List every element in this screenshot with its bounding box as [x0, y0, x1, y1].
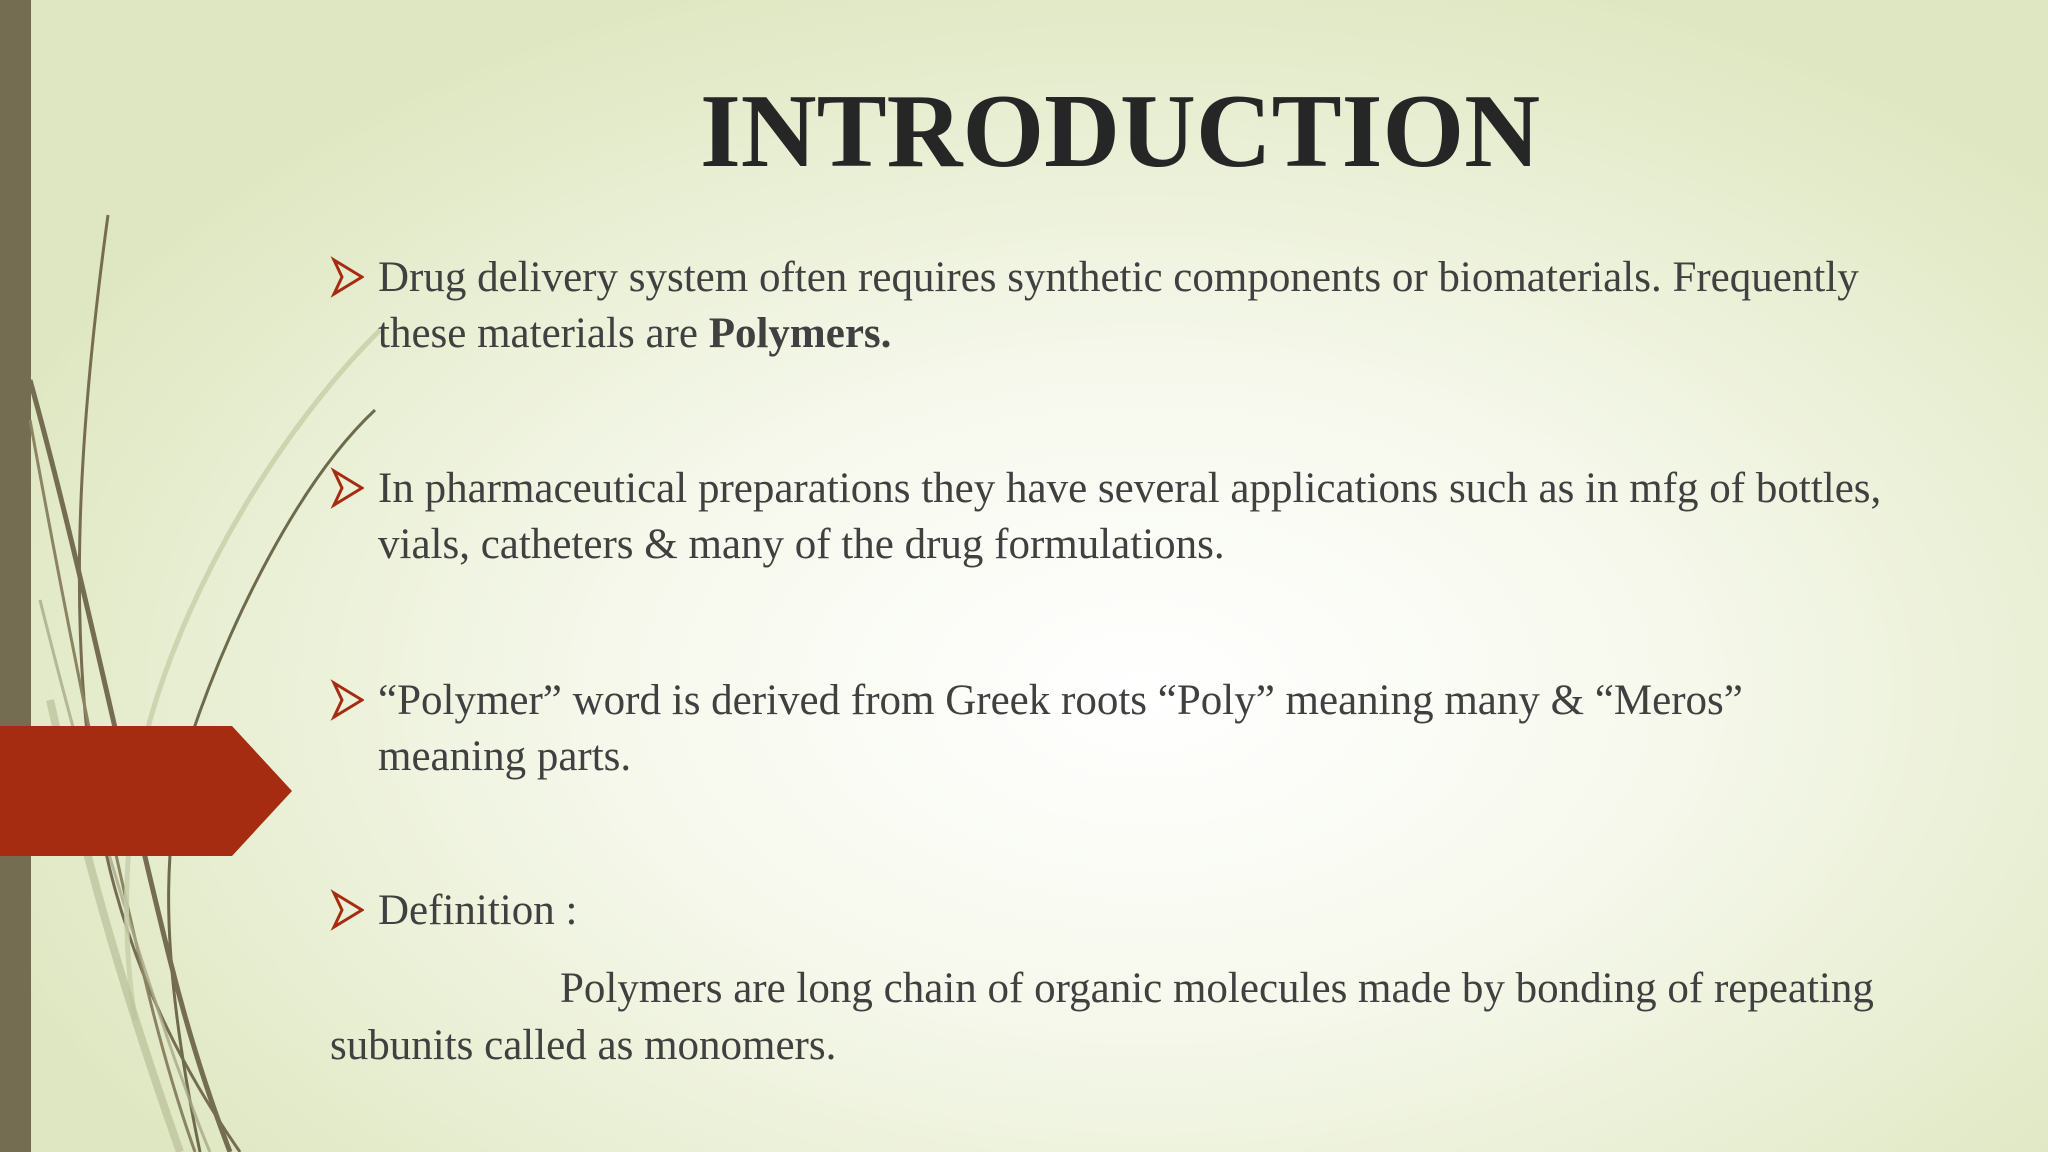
- arrow-bullet-icon: [330, 677, 364, 723]
- bullet-item-2: [330, 461, 1890, 573]
- arrow-bullet-icon: [330, 254, 364, 300]
- arrow-bullet-icon: [330, 465, 364, 511]
- bullet-text-3: “Polymer” word is derived from Greek roots “Poly” meaning many & “Meros” meaning parts.: [378, 677, 1743, 780]
- bullet-item-1: [330, 250, 1890, 362]
- bullet-item-4: [330, 883, 1890, 939]
- arrow-bullet-icon: [330, 887, 364, 933]
- bullet-text-4: Definition :: [378, 887, 578, 934]
- definition-body: Polymers are long chain of organic molecules made by bonding of repeating subunits called as monomers.: [330, 965, 1874, 1069]
- bullet-bold-text: Polymers.: [708, 310, 892, 357]
- bullet-item-3: [330, 673, 1890, 785]
- bullet-text-2: In pharmaceutical preparations they have several applications such as in mfg of bottles, vials, catheters & many of the drug formulations.: [378, 465, 1882, 568]
- slide-title: INTRODUCTION: [699, 72, 1541, 189]
- bullet-text-1: Drug delivery system often requires synthetic components or biomaterials. Frequently these materials are Polymers.: [378, 254, 1859, 357]
- accent-arrow-tab: [0, 726, 300, 856]
